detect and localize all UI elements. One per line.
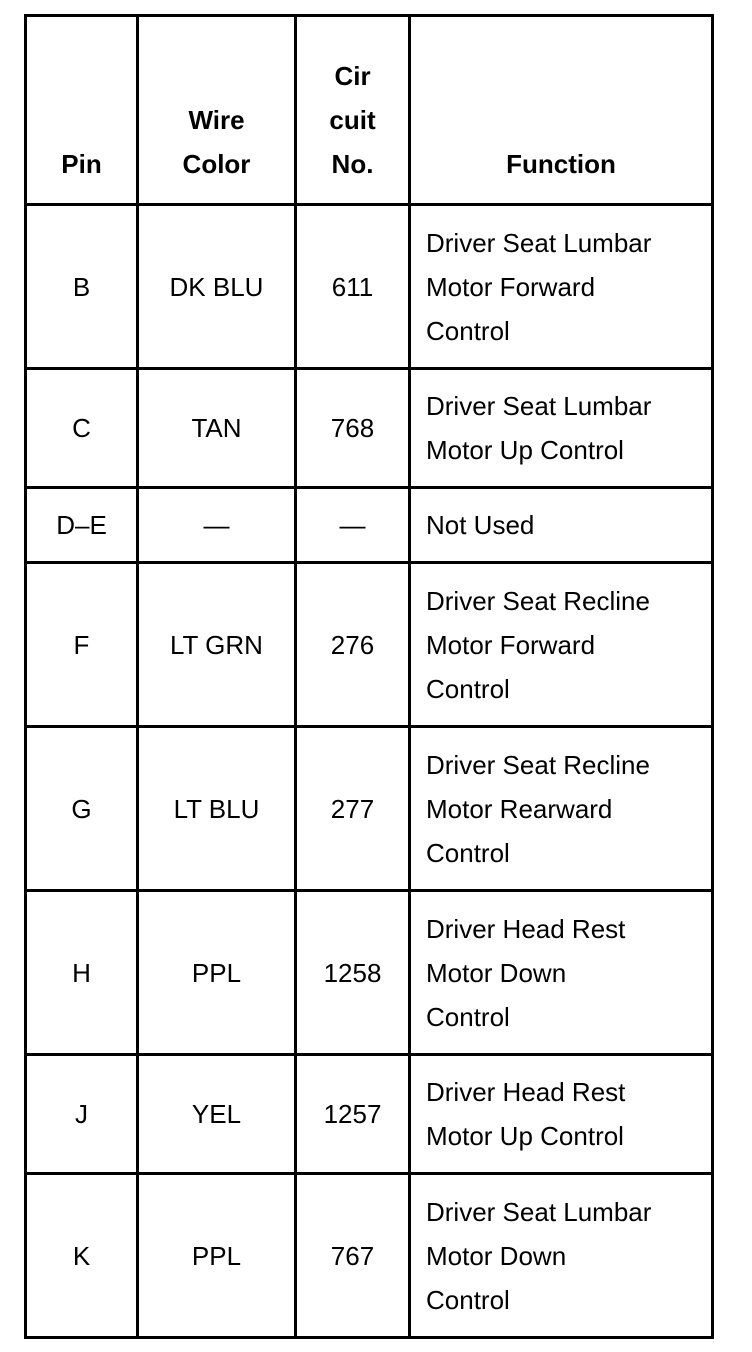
header-pin — [26, 16, 138, 205]
function-line: Motor Down — [426, 1240, 567, 1271]
header-circuit-line: No. — [331, 149, 374, 179]
pin-cell: C — [26, 369, 138, 488]
header-wire-color-line: Wire — [188, 105, 245, 135]
header-circuit-no — [296, 16, 410, 205]
pin-cell: J — [26, 1055, 138, 1174]
function-cell — [410, 1174, 713, 1338]
function-cell — [410, 488, 713, 563]
header-function-line: Function — [506, 149, 616, 179]
function-line: Control — [426, 673, 510, 704]
circuit-cell: — — [296, 488, 410, 563]
function-cell — [410, 727, 713, 891]
header-function — [410, 16, 713, 205]
function-line: Driver Seat Lumbar — [426, 227, 652, 258]
function-line: Driver Seat Recline — [426, 585, 650, 616]
pin-cell: G — [26, 727, 138, 891]
function-line: Motor Up Control — [426, 435, 624, 465]
function-cell — [410, 1055, 713, 1174]
function-line: Control — [426, 837, 510, 868]
table-row — [26, 488, 713, 563]
function-cell — [410, 563, 713, 727]
pin-cell: B — [26, 205, 138, 369]
table-row — [26, 1174, 713, 1338]
circuit-cell: 1258 — [296, 891, 410, 1055]
function-line: Driver Head Rest — [426, 1077, 626, 1107]
function-cell — [410, 891, 713, 1055]
function-line: Motor Up Control — [426, 1121, 624, 1151]
pin-cell: K — [26, 1174, 138, 1338]
circuit-cell: 768 — [296, 369, 410, 488]
table-row — [26, 205, 713, 369]
circuit-cell: 1257 — [296, 1055, 410, 1174]
function-line: Control — [426, 1001, 510, 1032]
wire-color-cell: — — [138, 488, 296, 563]
function-cell — [410, 369, 713, 488]
function-line: Motor Forward — [426, 629, 596, 660]
wire-color-cell: DK BLU — [138, 205, 296, 369]
wire-color-cell: TAN — [138, 369, 296, 488]
header-wire-color-line: Color — [182, 149, 251, 179]
function-cell — [410, 205, 713, 369]
function-line: Control — [426, 315, 510, 346]
header-circuit-line: cuit — [329, 105, 376, 135]
header-circuit-line: Cir — [334, 61, 371, 91]
header-pin-line: Pin — [61, 149, 102, 179]
header-wire-color — [138, 16, 296, 205]
circuit-cell: 767 — [296, 1174, 410, 1338]
wire-color-cell: YEL — [138, 1055, 296, 1174]
wire-color-cell: LT GRN — [138, 563, 296, 727]
pin-cell: D–E — [26, 488, 138, 563]
function-line: Motor Forward — [426, 271, 596, 302]
pin-cell: F — [26, 563, 138, 727]
function-line: Motor Down — [426, 957, 567, 988]
pin-cell: H — [26, 891, 138, 1055]
connector-pinout-table — [24, 14, 714, 1339]
header-row — [26, 16, 713, 205]
circuit-cell: 277 — [296, 727, 410, 891]
function-line: Driver Seat Lumbar — [426, 1196, 652, 1227]
function-line: Driver Seat Lumbar — [426, 391, 652, 421]
table-row — [26, 369, 713, 488]
wire-color-cell: LT BLU — [138, 727, 296, 891]
function-line: Control — [426, 1284, 510, 1315]
table-row — [26, 891, 713, 1055]
function-line: Motor Rearward — [426, 793, 613, 824]
circuit-cell: 611 — [296, 205, 410, 369]
circuit-cell: 276 — [296, 563, 410, 727]
function-line: Driver Seat Recline — [426, 749, 650, 780]
wire-color-cell: PPL — [138, 1174, 296, 1338]
function-line: Not Used — [426, 510, 535, 540]
function-line: Driver Head Rest — [426, 913, 626, 944]
table-row — [26, 563, 713, 727]
table-row — [26, 1055, 713, 1174]
wire-color-cell: PPL — [138, 891, 296, 1055]
table-row — [26, 727, 713, 891]
